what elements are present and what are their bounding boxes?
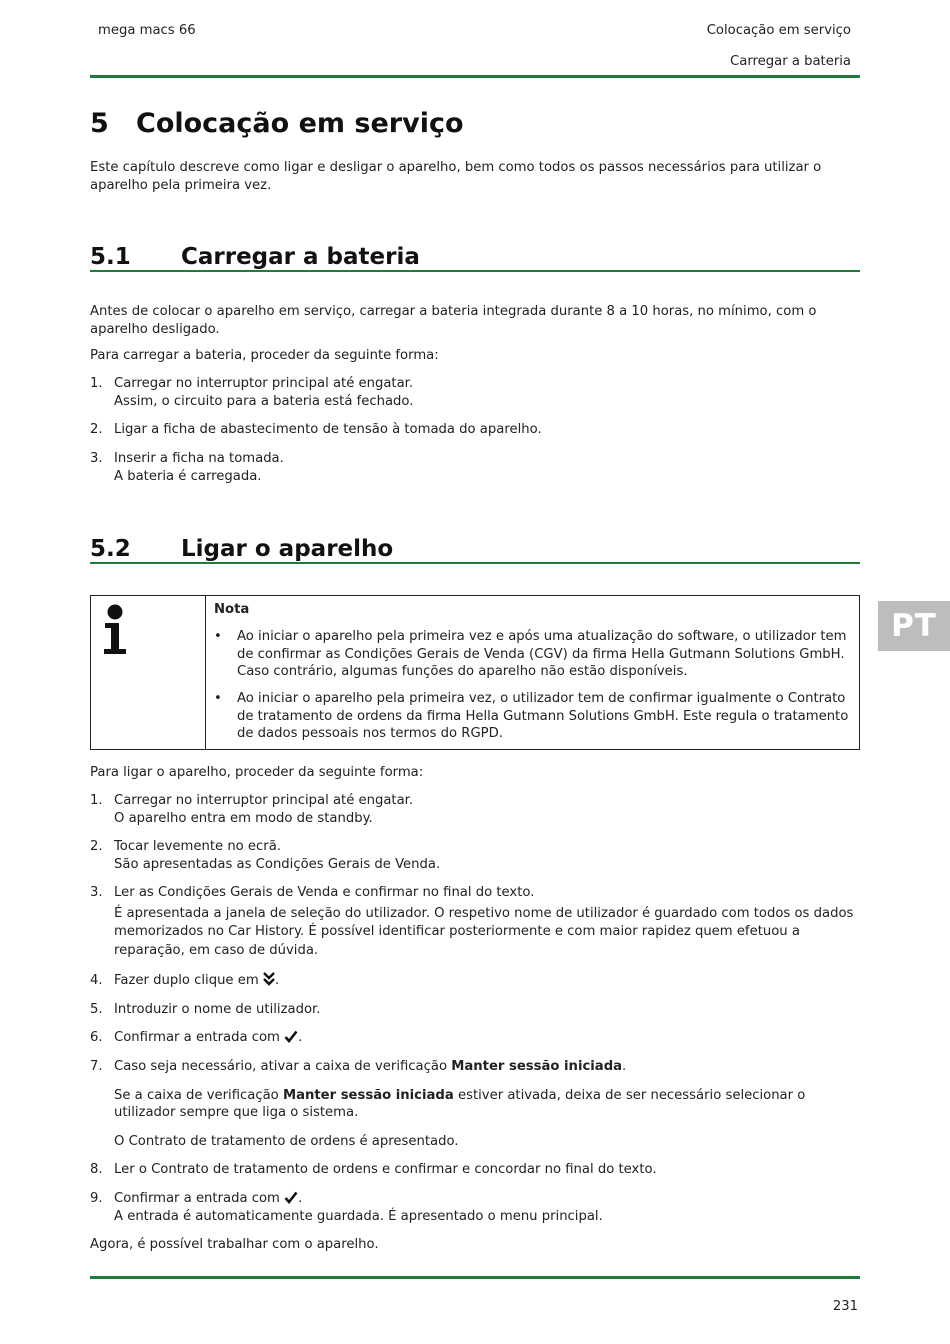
section1-step-1 [90, 375, 862, 410]
section2-step-5 [90, 1001, 862, 1019]
checkbox-name: Manter sessão iniciada [282, 1087, 454, 1103]
step-text: Carregar no interruptor principal até engatar. [114, 376, 414, 391]
section2-step-1 [90, 792, 862, 827]
step-note-part: estiver ativada, deixa de ser necessário selecionar o utilizador sempre que liga o sistema. [114, 1087, 806, 1120]
section2-title: Ligar o aparelho [181, 536, 394, 562]
page-number: 231 [832, 1299, 858, 1314]
checkmark-icon [284, 1191, 298, 1204]
checkmark-icon [284, 1030, 298, 1043]
section1-title: Carregar a bateria [181, 244, 420, 270]
step-text-part: Caso seja necessário, ativar a caixa de verificação [114, 1059, 448, 1074]
section2-step-8 [90, 1161, 862, 1179]
step-number: 7. [90, 1059, 103, 1074]
section1-intro: Antes de colocar o aparelho em serviço, carregar a bateria integrada durante 8 a 10 horas, no mínimo, com o aparelho desligado. [90, 304, 817, 337]
step-result: O aparelho entra em modo de standby. [114, 810, 373, 826]
step-number: 4. [90, 973, 103, 988]
section2-step-7 [90, 1058, 862, 1150]
note-bullet-2 [214, 690, 854, 743]
chapter-number: 5 [90, 108, 109, 139]
step-text: Ler as Condições Gerais de Venda e confirmar no final do texto. [114, 885, 535, 900]
step-note [114, 1087, 862, 1122]
step-text: Inserir a ficha na tomada. [114, 451, 284, 466]
step-text: Ler o Contrato de tratamento de ordens e confirmar e concordar no final do texto. [114, 1162, 657, 1177]
footer-rule [90, 1276, 860, 1279]
step-number: 2. [90, 422, 103, 437]
section1-heading [90, 242, 420, 272]
header-rule [90, 75, 860, 78]
note-title: Nota [214, 602, 250, 617]
section2-heading [90, 534, 393, 564]
note-bullet-text: Ao iniciar o aparelho pela primeira vez e após uma atualização do software, o utilizador tem de confirmar as Condições Gerais de Venda (CGV) da firma Hella Gutmann Solutions GmbH. Caso contrário, algumas funções do aparelho não estão disponíveis. [237, 629, 847, 679]
header-chapter: Colocação em serviço [706, 23, 851, 38]
step-result: O Contrato de tratamento de ordens é apresentado. [114, 1133, 459, 1149]
step-result: São apresentadas as Condições Gerais de Venda. [114, 856, 441, 872]
header-section: Carregar a bateria [730, 54, 851, 69]
section1-rule [90, 270, 860, 272]
step-text: Confirmar a entrada com [114, 1030, 280, 1045]
section2-number: 5.2 [90, 536, 131, 562]
section1-lead: Para carregar a bateria, proceder da seguinte forma: [90, 348, 439, 363]
chapter-heading [90, 106, 464, 142]
step-result: A bateria é carregada. [114, 468, 262, 484]
step-text [114, 1058, 862, 1076]
note-icon-cell [91, 596, 206, 749]
step-text: Tocar levemente no ecrã. [114, 839, 281, 854]
section2-step-2 [90, 838, 862, 873]
step-text: Introduzir o nome de utilizador. [114, 1002, 321, 1017]
step-number: 6. [90, 1030, 103, 1045]
double-chevron-down-icon [263, 972, 275, 986]
checkbox-name: Manter sessão iniciada [451, 1059, 623, 1074]
note-box [90, 595, 860, 750]
step-note-part: Se a caixa de verificação [114, 1087, 279, 1103]
step-text-end: . [298, 1030, 303, 1045]
step-text-end: . [622, 1059, 627, 1074]
bullet-dot: • [214, 691, 222, 706]
step-number: 3. [90, 451, 103, 466]
section2-closing: Agora, é possível trabalhar com o aparelho. [90, 1237, 379, 1252]
step-number: 5. [90, 1002, 103, 1017]
step-text-part: Confirmar a entrada com [114, 1191, 280, 1206]
note-bullet-text: Ao iniciar o aparelho pela primeira vez, o utilizador tem de confirmar igualmente o Contrato de tratamento de ordens da firma Hella Gutmann Solutions GmbH. Este regula o tratamento de dados pessoais nos termos do RGPD. [237, 691, 849, 741]
section2-rule [90, 562, 860, 564]
note-bullet-1 [214, 628, 854, 681]
section1-step-2 [90, 421, 862, 439]
step-text-end: . [274, 973, 280, 988]
section2-step-6 [90, 1029, 862, 1047]
step-text: Carregar no interruptor principal até engatar. [114, 793, 414, 808]
bullet-dot: • [214, 629, 222, 644]
section1-step-3 [90, 450, 862, 485]
step-result: A entrada é automaticamente guardada. É apresentado o menu principal. [114, 1208, 603, 1224]
step-text: Fazer duplo clique em [114, 973, 259, 988]
step-result: É apresentada a janela de seleção do utilizador. O respetivo nome de utilizador é guardado com todos os dados memorizados no Car History. É possível identificar posteriormente e com maior rapidez quem efetuou a reparação, em caso de dúvida. [114, 905, 854, 958]
step-text: Ligar a ficha de abastecimento de tensão à tomada do aparelho. [114, 422, 542, 437]
step-number: 1. [90, 793, 103, 808]
header-product: mega macs 66 [98, 23, 196, 38]
step-number: 1. [90, 376, 103, 391]
section2-lead: Para ligar o aparelho, proceder da seguinte forma: [90, 765, 424, 780]
step-text [114, 1190, 862, 1208]
step-number: 2. [90, 839, 103, 854]
step-text-end: . [298, 1191, 303, 1206]
step-result: Assim, o circuito para a bateria está fechado. [114, 393, 414, 409]
step-number: 9. [90, 1191, 103, 1206]
chapter-intro: Este capítulo descreve como ligar e desligar o aparelho, bem como todos os passos necessários para utilizar o aparelho pela primeira vez. [90, 160, 822, 193]
step-number: 8. [90, 1162, 103, 1177]
section2-step-4 [90, 972, 862, 990]
section1-number: 5.1 [90, 244, 131, 270]
chapter-title: Colocação em serviço [136, 108, 464, 139]
step-number: 3. [90, 885, 103, 900]
section2-step-3 [90, 884, 862, 960]
info-icon [100, 603, 130, 655]
section2-step-9 [90, 1190, 862, 1225]
language-tab: PT [878, 601, 950, 651]
